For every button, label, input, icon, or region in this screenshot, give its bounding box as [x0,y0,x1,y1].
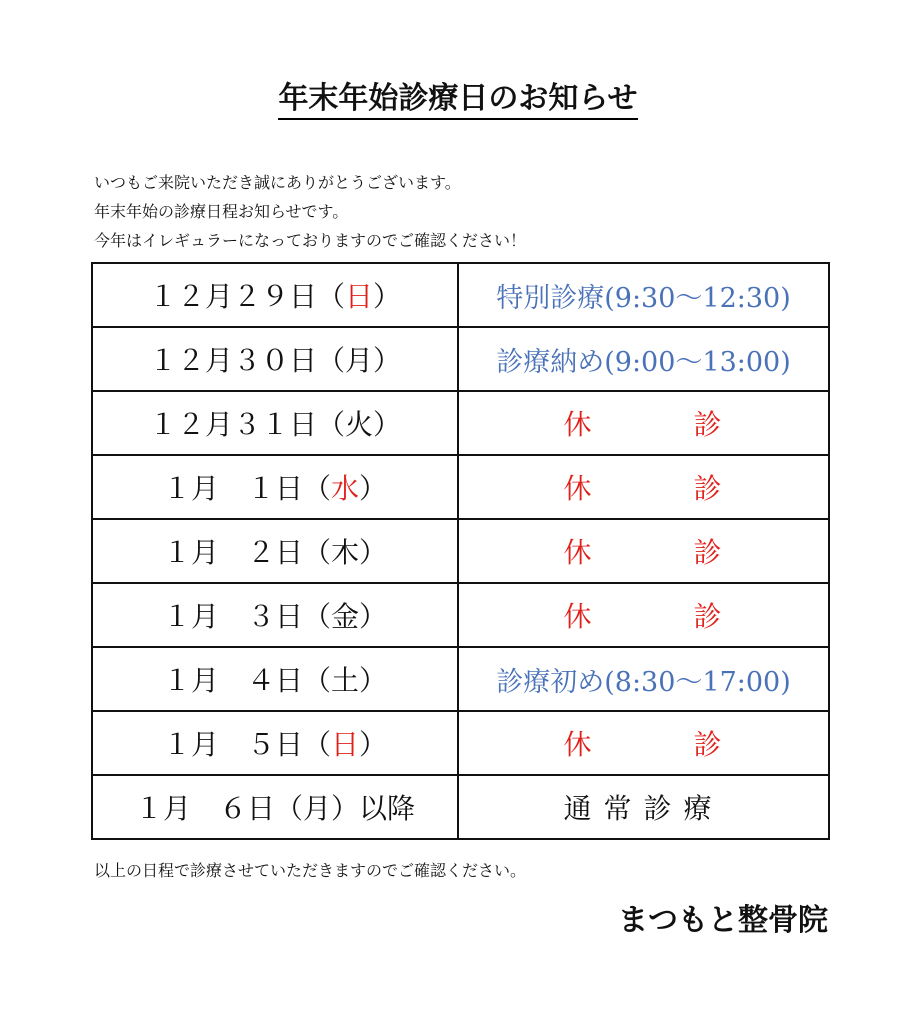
schedule-row [92,263,829,327]
schedule-date-cell [92,327,458,391]
intro-line: 今年はイレギュラーになっておりますのでご確認ください！ [94,231,527,250]
schedule-date: １２月３１日 [148,408,317,441]
page-title-text: 年末年始診療日のお知らせ [278,81,637,120]
schedule-paren-close: ） [359,664,388,697]
schedule-status-char: 診 [693,728,724,761]
schedule-row [92,391,829,455]
schedule-status-cell [458,263,829,327]
schedule-status: 特別診療(9:30～12:30) [496,282,791,314]
schedule-paren-close: ） [359,472,388,505]
schedule-weekday: 日 [331,728,360,761]
schedule-date-cell [92,583,458,647]
schedule-paren-open: （ [316,280,345,313]
schedule-date: １月 ４日 [162,664,303,697]
schedule-status-char: 休 [563,728,594,761]
schedule-status-char: 診 [693,408,724,441]
schedule-status: 診療納め(9:00～13:00) [496,346,791,378]
schedule-status: 通常診療 [563,792,724,825]
schedule-table [91,262,830,840]
schedule-row [92,583,829,647]
schedule-paren-close: ） [359,536,388,569]
schedule-status-closed [563,408,723,441]
schedule-status-closed [563,600,723,633]
schedule-paren-open: （ [302,472,331,505]
schedule-paren-close: ） [373,280,402,313]
schedule-row [92,647,829,711]
intro-line: いつもご来院いただき誠にありがとうございます。 [94,173,461,192]
schedule-paren-open: （ [302,664,331,697]
schedule-date: １２月３０日 [148,344,317,377]
schedule-status-char: 診 [693,600,724,633]
schedule-status-cell [458,455,829,519]
schedule-status-cell [458,327,829,391]
schedule-status-char: 休 [563,536,594,569]
schedule-paren-close: ） [373,344,402,377]
footer-note: 以上の日程で診療させていただきますのでご確認ください。 [94,861,527,880]
schedule-paren-open: （ [302,728,331,761]
schedule-weekday: 月 [302,792,331,825]
schedule-status-closed [563,728,723,761]
schedule-row [92,327,829,391]
schedule-weekday: 日 [345,280,374,313]
schedule-paren-close: ） [359,600,388,633]
schedule-paren-close: ） [373,408,402,441]
schedule-weekday: 月 [345,344,374,377]
schedule-row [92,519,829,583]
schedule-status-char: 休 [563,600,594,633]
schedule-weekday: 水 [331,472,360,505]
schedule-date-suffix: 以降 [359,792,416,825]
schedule-date-cell [92,647,458,711]
schedule-weekday: 木 [331,536,360,569]
schedule-date: １月 ６日 [134,792,275,825]
schedule-status-char: 休 [563,472,594,505]
schedule-weekday: 土 [331,664,360,697]
schedule-paren-open: （ [316,408,345,441]
schedule-paren-open: （ [316,344,345,377]
schedule-row [92,455,829,519]
schedule-date-cell [92,263,458,327]
page-title [0,78,916,120]
schedule-paren-close: ） [331,792,360,825]
schedule-status-char: 診 [693,536,724,569]
schedule-status-cell [458,519,829,583]
schedule-status-cell [458,647,829,711]
schedule-paren-open: （ [274,792,303,825]
schedule-paren-close: ） [359,728,388,761]
schedule-date: １月 １日 [162,472,303,505]
schedule-table-body [92,263,829,839]
schedule-row [92,711,829,775]
schedule-status-cell [458,775,829,839]
schedule-status-char: 診 [693,472,724,505]
schedule-weekday: 火 [345,408,374,441]
schedule-date: １２月２９日 [148,280,317,313]
schedule-status-closed [563,536,723,569]
schedule-date: １月 ２日 [162,536,303,569]
schedule-paren-open: （ [302,600,331,633]
schedule-status-cell [458,711,829,775]
schedule-date: １月 ５日 [162,728,303,761]
clinic-name: まつもと整骨院 [618,903,828,938]
schedule-date-cell [92,519,458,583]
schedule-row [92,775,829,839]
schedule-date-cell [92,775,458,839]
schedule-date-cell [92,455,458,519]
schedule-date-cell [92,711,458,775]
schedule-status-closed [563,472,723,505]
schedule-paren-open: （ [302,536,331,569]
schedule-date: １月 ３日 [162,600,303,633]
schedule-status-cell [458,583,829,647]
schedule-status-cell [458,391,829,455]
intro-line: 年末年始の診療日程お知らせです。 [94,202,349,221]
schedule-status-char: 休 [563,408,594,441]
intro-message [94,168,526,255]
schedule-status: 診療初め(8:30～17:00) [496,666,791,698]
schedule-date-cell [92,391,458,455]
schedule-weekday: 金 [331,600,360,633]
